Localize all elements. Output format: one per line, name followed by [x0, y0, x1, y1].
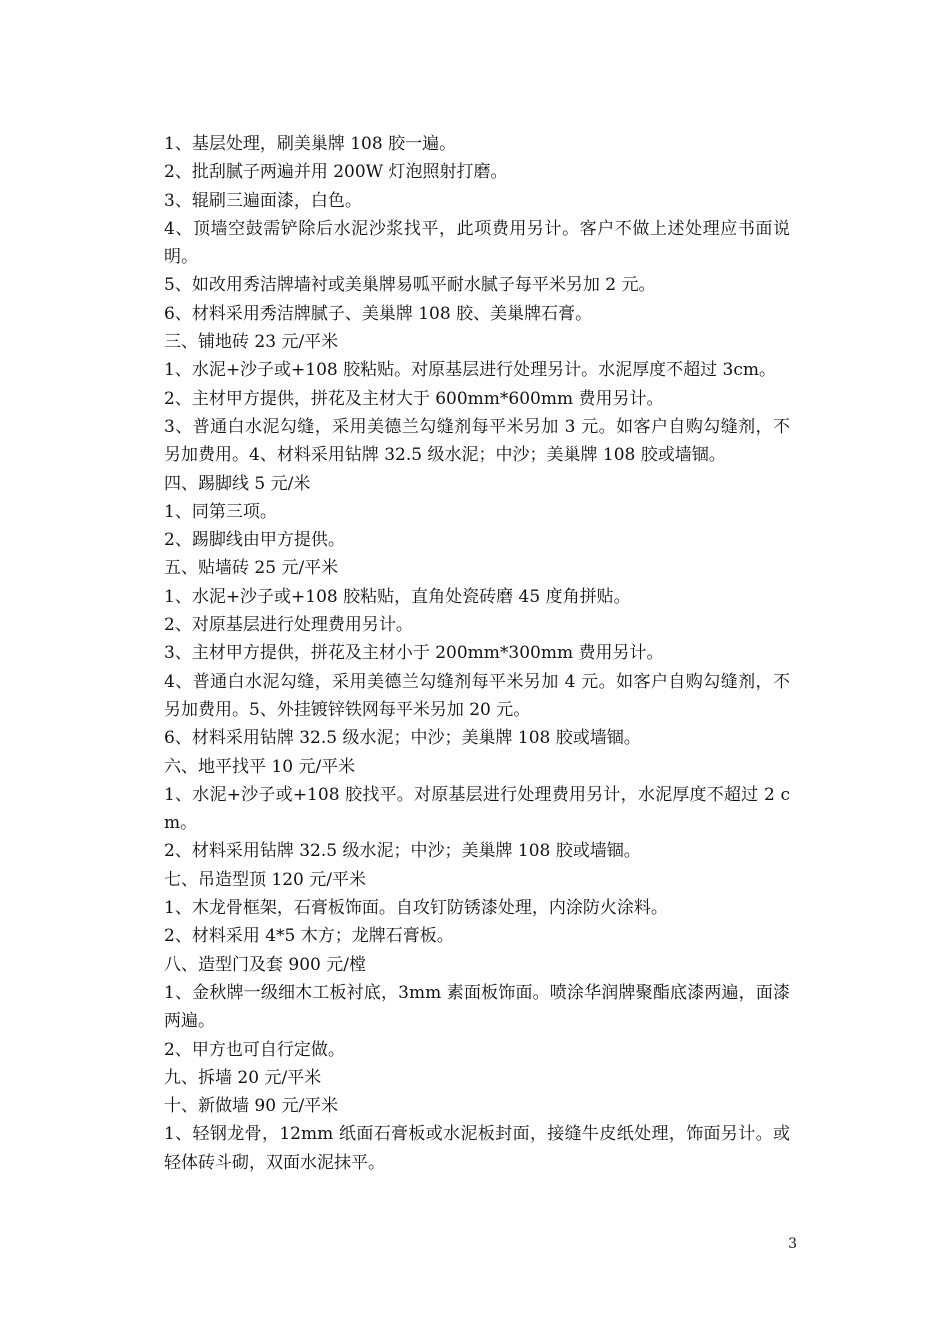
section-heading: 三、铺地砖 23 元/平米 [164, 332, 339, 353]
paragraph: 3、主材甲方提供，拼花及主材小于 200mm*300mm 费用另计。 [164, 643, 664, 664]
paragraph: 6、材料采用钻牌 32.5 级水泥；中沙；美巢牌 108 胶或墙锢。 [164, 728, 641, 749]
paragraph: 3、普通白水泥勾缝，采用美德兰勾缝剂每平米另加 3 元。如客户自购勾缝剂，不另加费用。4、材料采用钻牌 32.5 级水泥；中沙；美巢牌 108 胶或墙锢。 [164, 416, 790, 466]
paragraph: 2、材料采用 4*5 木方；龙牌石膏板。 [164, 926, 454, 947]
document-body [164, 130, 790, 1177]
paragraph: 3、辊刷三遍面漆，白色。 [164, 190, 362, 211]
paragraph: 2、踢脚线由甲方提供。 [164, 530, 345, 551]
section-heading: 九、拆墙 20 元/平米 [164, 1067, 322, 1088]
paragraph: 2、甲方也可自行定做。 [164, 1039, 345, 1060]
paragraph: 2、材料采用钻牌 32.5 级水泥；中沙；美巢牌 108 胶或墙锢。 [164, 841, 641, 862]
paragraph: 5、如改用秀洁牌墙衬或美巢牌易呱平耐水腻子每平米另加 2 元。 [164, 275, 656, 296]
section-heading: 五、贴墙砖 25 元/平米 [164, 558, 339, 579]
paragraph: 2、主材甲方提供，拼花及主材大于 600mm*600mm 费用另计。 [164, 388, 664, 409]
section-heading: 十、新做墙 90 元/平米 [164, 1096, 339, 1117]
paragraph: 4、顶墙空鼓需铲除后水泥沙浆找平，此项费用另计。客户不做上述处理应书面说明。 [164, 218, 790, 268]
paragraph: 6、材料采用秀洁牌腻子、美巢牌 108 胶、美巢牌石膏。 [164, 303, 593, 324]
paragraph: 1、轻钢龙骨，12mm 纸面石膏板或水泥板封面，接缝牛皮纸处理，饰面另计。或轻体砖斗砌，双面水泥抹平。 [164, 1124, 790, 1173]
paragraph: 2、对原基层进行处理费用另计。 [164, 615, 413, 636]
paragraph: 1、同第三项。 [164, 501, 277, 522]
paragraph: 1、水泥+沙子或+108 胶粘贴。对原基层进行处理另计。水泥厚度不超过 3cm。 [164, 360, 777, 381]
paragraph: 1、木龙骨框架，石膏板饰面。自攻钉防锈漆处理，内涂防火涂料。 [164, 898, 668, 919]
paragraph: 1、金秋牌一级细木工板衬底，3mm 素面板饰面。喷涂华润牌聚酯底漆两遍，面漆两遍。 [164, 982, 790, 1032]
paragraph: 2、批刮腻子两遍并用 200W 灯泡照射打磨。 [164, 162, 508, 183]
paragraph: 1、基层处理，刷美巢牌 108 胶一遍。 [164, 134, 457, 154]
section-heading: 四、踢脚线 5 元/米 [164, 473, 311, 494]
page-number: 3 [788, 1236, 797, 1252]
paragraph: 1、水泥+沙子或+108 胶粘贴，直角处瓷砖磨 45 度角拼贴。 [164, 586, 631, 607]
paragraph: 1、水泥+沙子或+108 胶找平。对原基层进行处理费用另计，水泥厚度不超过 2 cm。 [164, 784, 790, 834]
section-heading: 六、地平找平 10 元/平米 [164, 756, 356, 777]
section-heading: 八、造型门及套 900 元/樘 [164, 954, 366, 975]
paragraph: 4、普通白水泥勾缝，采用美德兰勾缝剂每平米另加 4 元。如客户自购勾缝剂，不另加费用。5、外挂镀锌铁网每平米另加 20 元。 [164, 671, 790, 720]
section-heading: 七、吊造型顶 120 元/平米 [164, 869, 366, 890]
